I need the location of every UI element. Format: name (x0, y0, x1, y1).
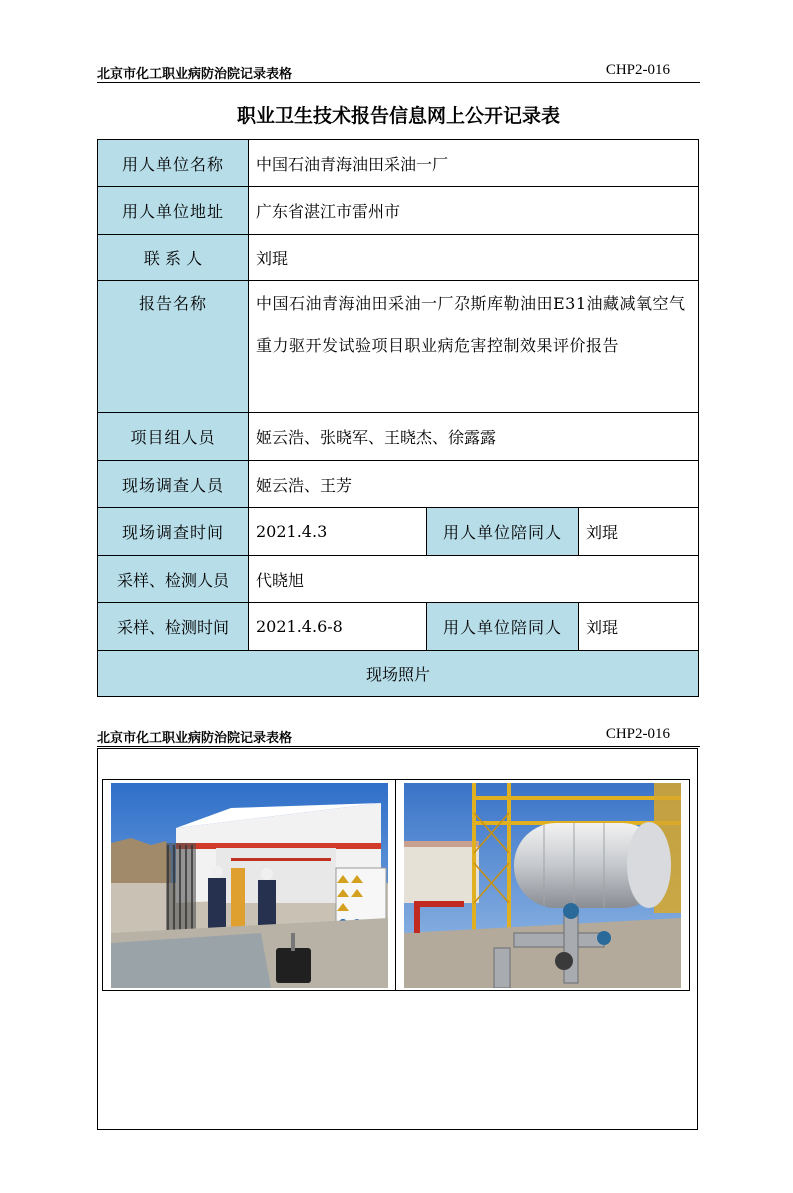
row-team (98, 413, 699, 461)
site-photo-entrance (111, 783, 388, 988)
contact-value: 刘琨 (249, 235, 699, 281)
row-sample-time (98, 603, 699, 651)
row-employer-name (98, 140, 699, 187)
team-value: 姬云浩、张晓军、王晓杰、徐露露 (249, 413, 699, 461)
employer-name-value: 中国石油青海油田采油一厂 (249, 140, 699, 187)
photo-divider (395, 780, 396, 990)
document-title: 职业卫生技术报告信息网上公开记录表 (236, 105, 560, 127)
contact-label: 联 系 人 (98, 235, 249, 281)
row-survey-time (98, 508, 699, 556)
row-contact (98, 235, 699, 281)
sample-companion-value: 刘琨 (579, 603, 699, 651)
sampler-label: 采样、检测人员 (98, 556, 249, 603)
survey-time-value: 2021.4.3 (249, 508, 427, 556)
sampler-value: 代晓旭 (249, 556, 699, 603)
row-photos (98, 651, 699, 697)
sample-time-value: 2021.4.6-8 (249, 603, 427, 651)
report-name-label: 报告名称 (98, 281, 249, 413)
employer-address-label: 用人单位地址 (98, 187, 249, 235)
survey-time-label: 现场调查时间 (98, 508, 249, 556)
employer-name-label: 用人单位名称 (98, 140, 249, 187)
form-code: CHP2-016 (605, 62, 670, 78)
surveyors-value: 姬云浩、王芳 (249, 461, 699, 508)
row-sampler (98, 556, 699, 603)
record-table (97, 139, 699, 697)
sample-time-label: 采样、检测时间 (98, 603, 249, 651)
organization-name: 北京市化工职业病防治院记录表格 (97, 67, 293, 82)
photo-section (97, 748, 698, 1130)
form-code-2: CHP2-016 (605, 726, 670, 742)
employer-address-value: 广东省湛江市雷州市 (249, 187, 699, 235)
surveyors-label: 现场调查人员 (98, 461, 249, 508)
survey-companion-value: 刘琨 (579, 508, 699, 556)
row-employer-address (98, 187, 699, 235)
row-surveyors (98, 461, 699, 508)
organization-name-2: 北京市化工职业病防治院记录表格 (97, 731, 293, 746)
report-name-value: 中国石油青海油田采油一厂尕斯库勒油田E31油藏减氧空气重力驱开发试验项目职业病危害控制效果评价报告 (249, 281, 699, 413)
site-photo-tank (404, 783, 681, 988)
row-report-name (98, 281, 699, 413)
sample-companion-label: 用人单位陪同人 (427, 603, 579, 651)
page-header (97, 62, 700, 83)
team-label: 项目组人员 (98, 413, 249, 461)
page-header-2 (97, 726, 700, 747)
photos-label: 现场照片 (98, 651, 699, 697)
survey-companion-label: 用人单位陪同人 (427, 508, 579, 556)
photo-frame (102, 779, 690, 991)
